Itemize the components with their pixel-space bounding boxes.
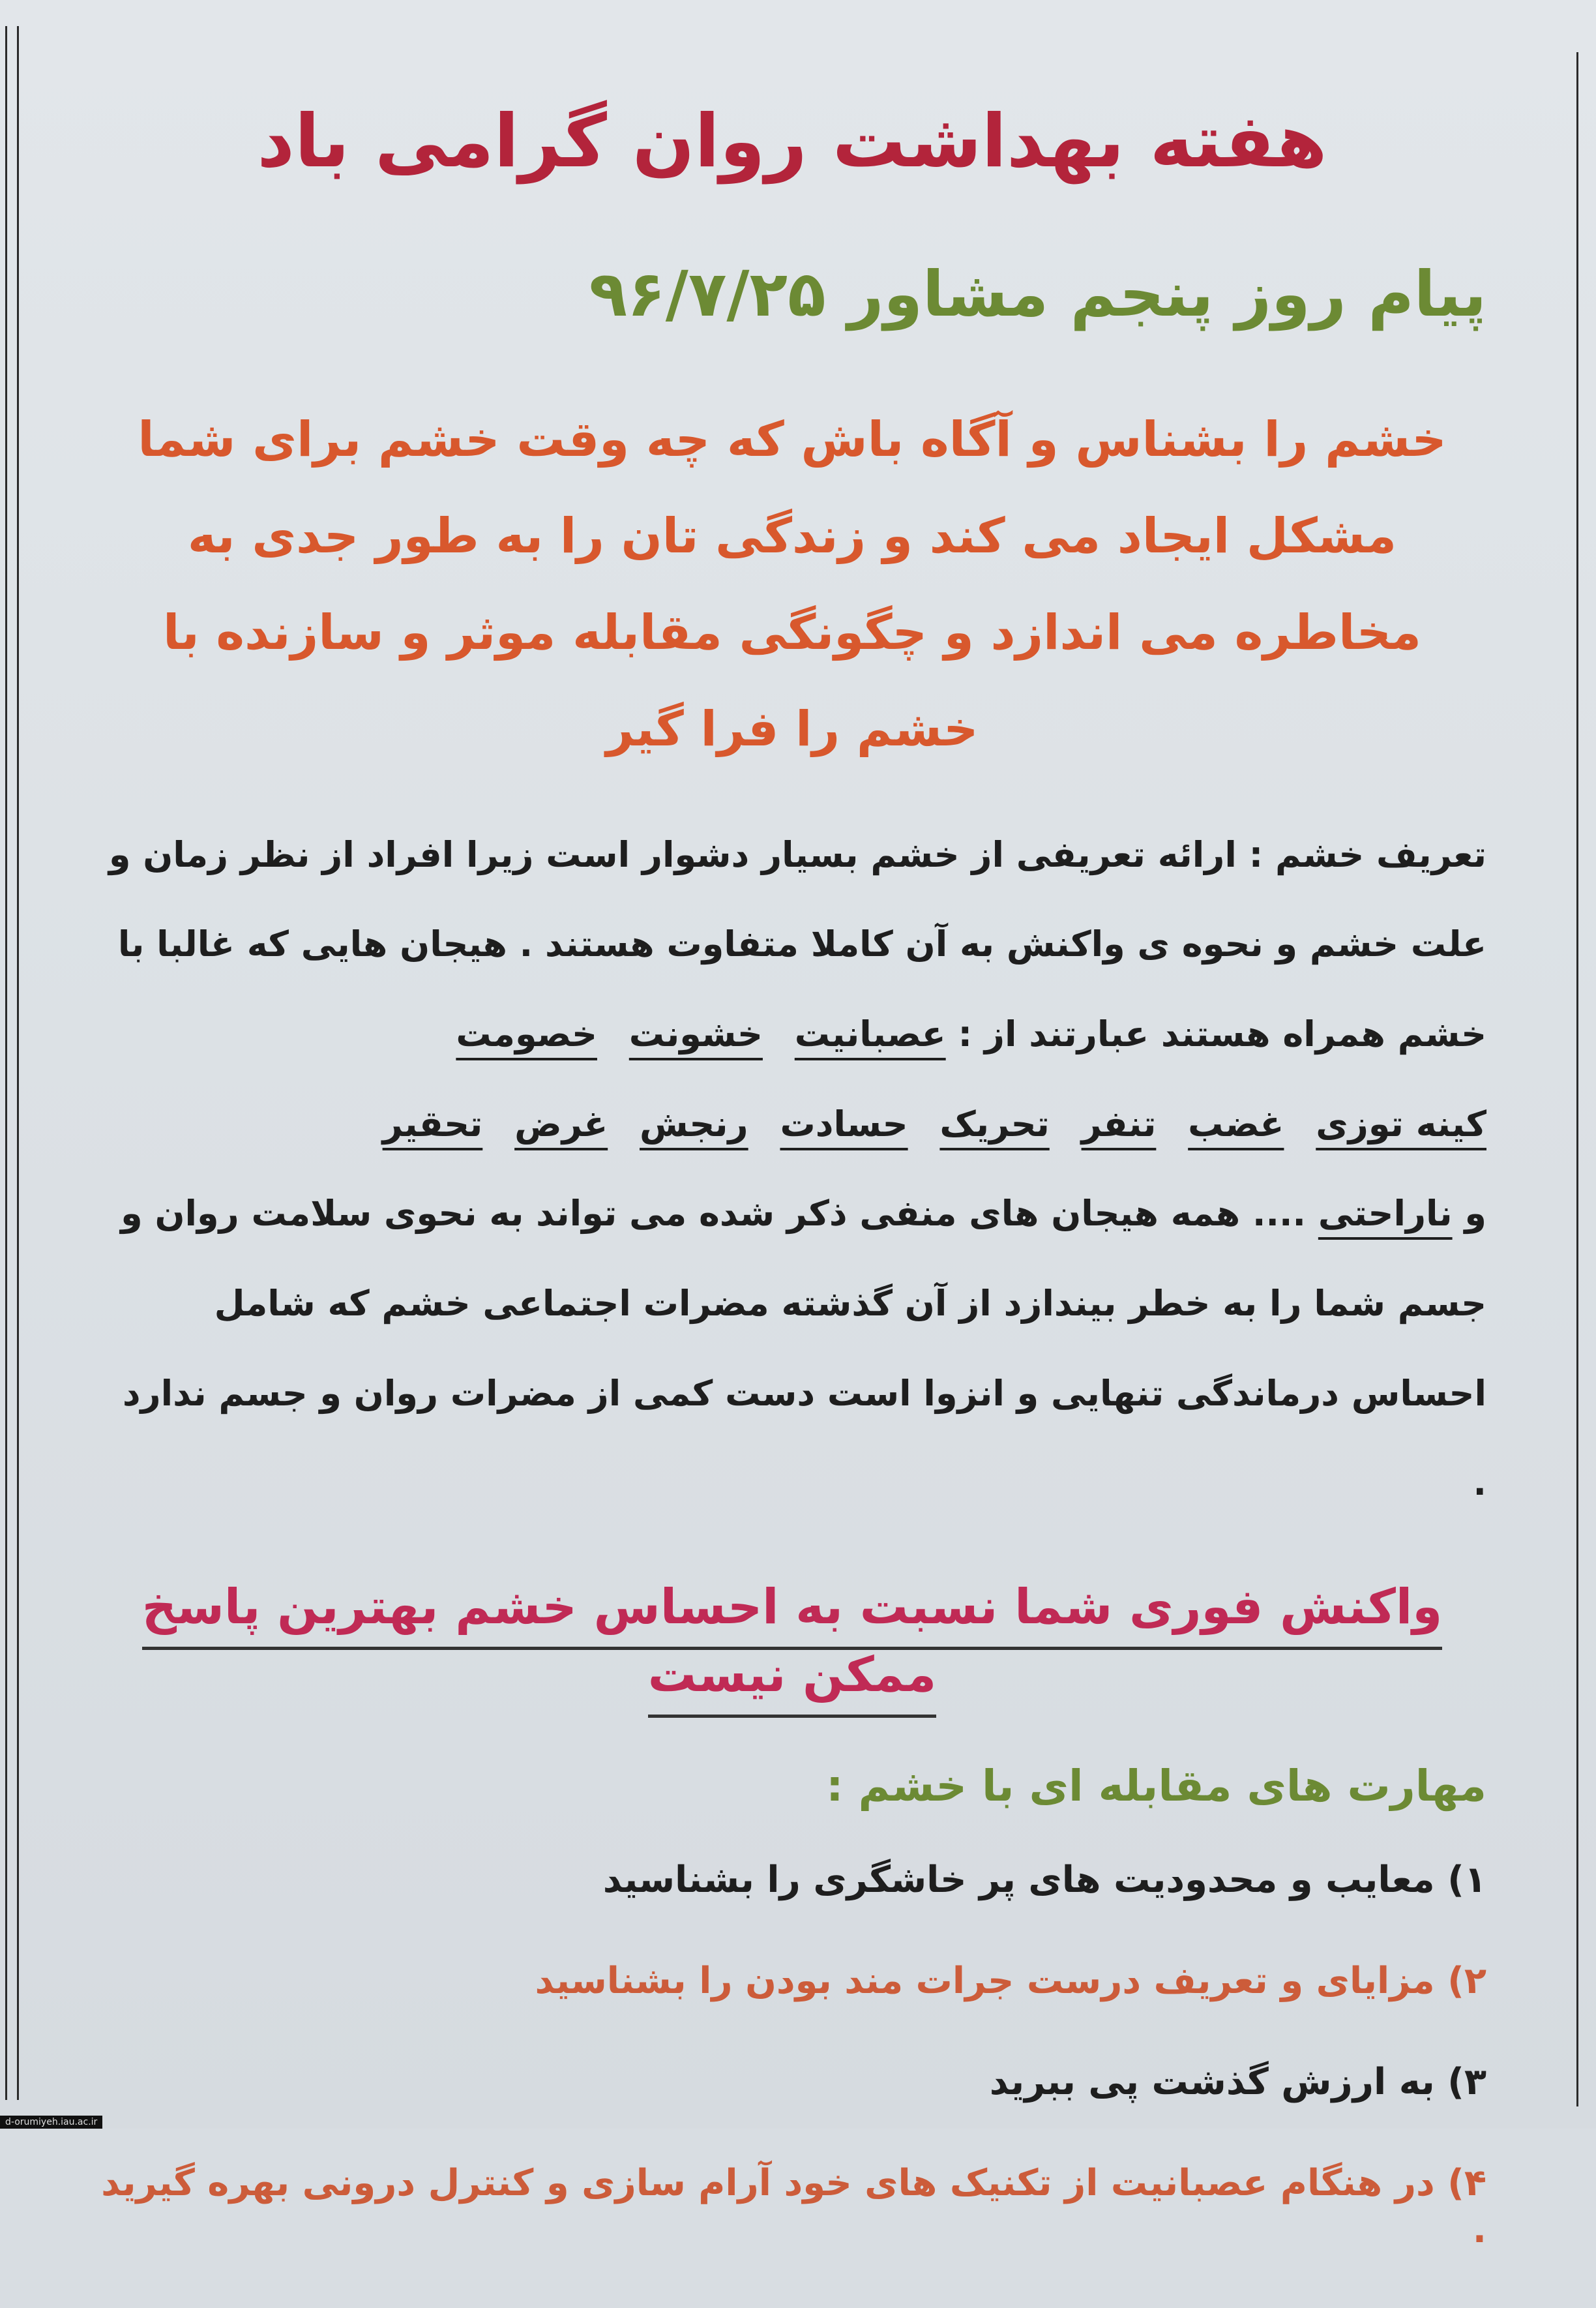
left-border-line-inner	[17, 26, 19, 2100]
emotion-word: غرض	[514, 1103, 608, 1145]
skill-item: ۳) به ارزش گذشت پی ببرید	[989, 2060, 1486, 2103]
emotion-word: حسادت	[780, 1103, 908, 1145]
skill-item: ۴) در هنگام عصبانیت از تکنیک های خود آرام سازی و کنترل درونی بهره گیرید .	[101, 2161, 1486, 2252]
emotion-word: تنفر	[1081, 1103, 1157, 1145]
emotion-word: عصبانیت	[794, 1013, 946, 1055]
emotion-word: ناراحتی	[1318, 1193, 1453, 1235]
emotion-word: تحریک	[939, 1103, 1050, 1145]
skill-item: ۲) مزایای و تعریف درست جرات مند بودن را بشناسید	[535, 1960, 1486, 2003]
emotion-word: کینه توزی	[1316, 1103, 1486, 1145]
emotion-word: تحقیر	[382, 1103, 483, 1145]
emotion-word: خصومت	[456, 1013, 597, 1055]
skills-heading: مهارت های مقابله ای با خشم :	[826, 1761, 1486, 1812]
definition-conjunction: و	[1464, 1193, 1486, 1235]
highlight-statement	[98, 1574, 1486, 1709]
site-watermark: d-orumiyeh.iau.ac.ir	[0, 2116, 102, 2129]
emotion-word: رنجش	[640, 1103, 748, 1145]
highlight-text: واکنش فوری شما نسبت به احساس خشم بهترین پاسخ ممکن نیست	[142, 1579, 1443, 1718]
emotion-word: خشونت	[628, 1013, 763, 1055]
definition-outro: .... همه هیجان های منفی ذکر شده می تواند به نحوی سلامت روان و جسم شما را به خطر بیندازد از آن گذشته مضرات اجتماعی خشم که شامل احساس درماندگی تنهایی و انزوا است دست کمی از مضرات روان و جسم ندارد .	[121, 1193, 1486, 1504]
document-body	[98, 98, 1486, 2308]
poster-subtitle: پیام روز پنجم مشاور ۹۶/۷/۲۵	[589, 258, 1486, 331]
skill-item: ۱) معایب و محدودیت های پر خاشگری را بشناسید	[602, 1859, 1486, 1902]
definition-paragraph	[98, 810, 1486, 1529]
left-border-line	[5, 26, 7, 2100]
emotion-word: غضب	[1188, 1103, 1284, 1145]
poster-title: هفته بهداشت روان گرامی باد	[257, 99, 1327, 184]
lead-paragraph: خشم را بشناس و آگاه باش که چه وقت خشم برای شما مشکل ایجاد می کند و زندگی تان را به طور جدی به مخاطره می اندازد و چگونگی مقابله موثر و سازنده با خشم را فرا گیر	[138, 411, 1447, 757]
right-border-line	[1576, 52, 1578, 2106]
definition-intro: تعریف خشم : ارائه تعریفی از خشم بسیار دشوار است زیرا افراد از نظر زمان و علت خشم و نحوه ی واکنش به آن کاملا متفاوت هستند . هیجان هایی که غالبا با خشم همراه هستند عبارتند از :	[108, 833, 1486, 1055]
